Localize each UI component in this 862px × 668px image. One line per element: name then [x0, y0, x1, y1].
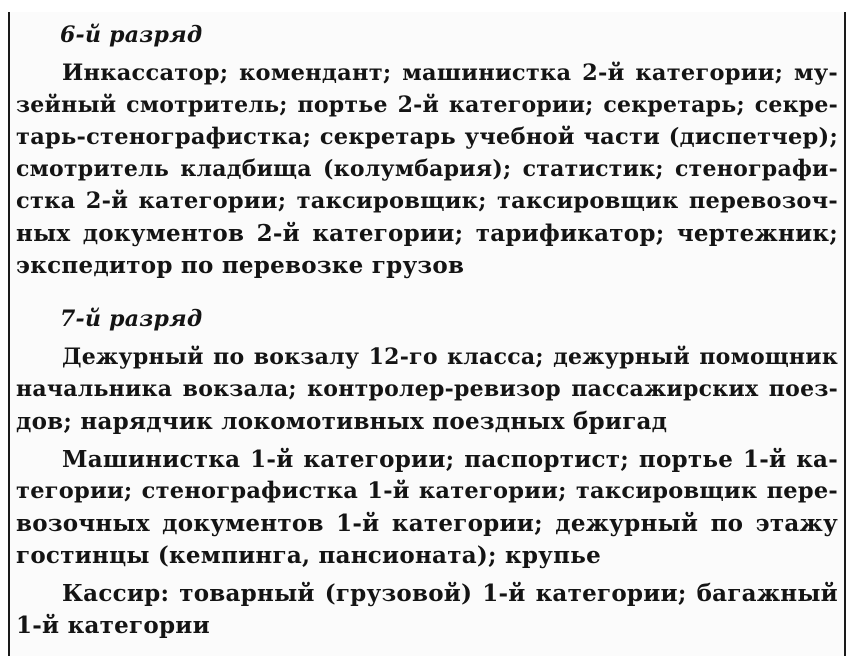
section-title-6: 6-й разряд	[60, 22, 203, 48]
section-title-7: 7-й разряд	[60, 306, 203, 332]
text-line: возочных документов 1-й категории; дежурный по этажу	[16, 510, 838, 537]
text-line: тарь-стенографистка; секретарь учебной части (диспетчер);	[16, 124, 838, 150]
text-line: Дежурный по вокзалу 12-го класса; дежурный помощник	[62, 344, 838, 370]
text-line: экспедитор по перевозке грузов	[16, 252, 465, 279]
text-line: Кассир: товарный (грузовой) 1-й категории; багажный	[62, 580, 838, 607]
document-page	[8, 12, 846, 656]
text-line: стка 2-й категории; таксировщик; таксировщик перевозоч-	[16, 188, 838, 214]
text-line: зейный смотритель; портье 2-й категории; секретарь; секре-	[16, 92, 838, 118]
text-line: дов; нарядчик локомотивных поездных бригад	[16, 408, 668, 435]
text-line: Машинистка 1-й категории; паспортист; портье 1-й ка-	[62, 446, 838, 473]
text-line: гостинцы (кемпинга, пансионата); крупье	[16, 542, 601, 569]
text-line: тегории; стенографистка 1-й категории; таксировщик пере-	[16, 478, 838, 504]
text-line: смотритель кладбища (колумбария); статистик; стенографи-	[16, 156, 838, 182]
text-line: Инкассатор; комендант; машинистка 2-й категории; му-	[62, 60, 838, 86]
text-line: ных документов 2-й категории; тарификатор; чертежник;	[16, 220, 838, 247]
text-line: 1-й категории	[16, 612, 210, 639]
text-line: начальника вокзала; контролер-ревизор пассажирских поез-	[16, 376, 838, 402]
